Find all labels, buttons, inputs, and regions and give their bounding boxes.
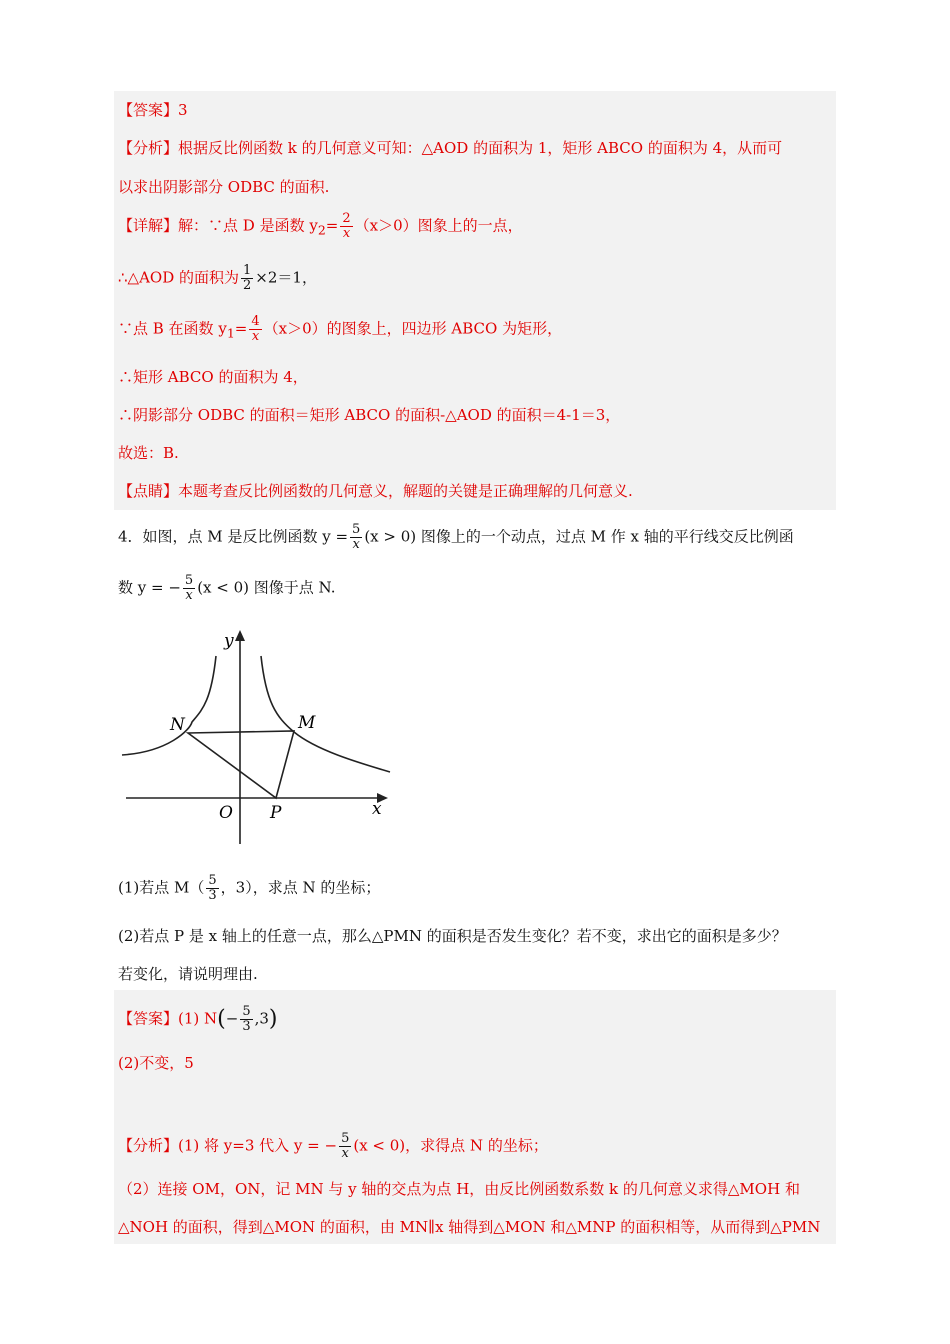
label-o: O bbox=[219, 803, 233, 823]
answer-part-2: (2)不变，5 bbox=[118, 1054, 194, 1072]
question-line-2 bbox=[118, 574, 336, 603]
label-y: y bbox=[224, 631, 234, 651]
subquestion-2-line-1: (2)若点 P 是 x 轴上的任意一点，那么△PMN 的面积是否发生变化？若不变，求出它的面积是多少？ bbox=[118, 927, 787, 945]
fraction bbox=[183, 574, 195, 603]
fraction bbox=[340, 212, 352, 241]
step-2 bbox=[118, 315, 562, 345]
label-p: P bbox=[270, 803, 282, 823]
fraction-denominator: 3 bbox=[242, 1019, 251, 1034]
minus-sign: − bbox=[225, 1009, 239, 1028]
step-3: ∴矩形 ABCO 的面积为 4， bbox=[118, 368, 308, 386]
fraction-numerator: 5 bbox=[341, 1131, 350, 1146]
paren-open: ( bbox=[217, 1006, 226, 1032]
y-axis-arrow bbox=[235, 630, 245, 641]
function-graph bbox=[118, 622, 398, 852]
answer-line-2 bbox=[118, 1005, 278, 1034]
analysis-2-line-2: （2）连接 OM，ON，记 MN 与 y 轴的交点为点 H，由反比例函数系数 k 的几何意义求得△MOH 和 bbox=[118, 1180, 800, 1198]
fraction-numerator: 2 bbox=[342, 211, 351, 226]
answer2-text-b: ,3 bbox=[254, 1009, 269, 1028]
fraction-denominator: 2 bbox=[243, 278, 252, 293]
fraction-numerator: 5 bbox=[242, 1004, 251, 1019]
paren-close: ) bbox=[268, 1006, 278, 1032]
analysis-line-2: 以求出阴影部分 ODBC 的面积. bbox=[118, 178, 330, 196]
q4-text-b: (x > 0) 图像上的一个动点，过点 M 作 x 轴的平行线交反比例函 bbox=[364, 527, 794, 546]
hyperbola-right-branch bbox=[261, 656, 390, 772]
fraction bbox=[206, 874, 218, 903]
detail-text-b: （x＞0）图象上的一点， bbox=[354, 216, 523, 235]
label-x: x bbox=[372, 799, 382, 819]
subquestion-2-line-2: 若变化，请说明理由. bbox=[118, 965, 258, 983]
q4-text-d: (x < 0) 图像于点 N. bbox=[197, 578, 336, 597]
detail-text-a: 【详解】解：∵点 D 是函数 y bbox=[118, 216, 318, 235]
sub1-text-b: ，3），求点 N 的坐标； bbox=[220, 878, 381, 897]
fraction-numerator: 5 bbox=[208, 873, 217, 888]
sub1-text-a: (1)若点 M（ bbox=[118, 878, 205, 897]
answer-line: 【答案】3 bbox=[118, 101, 188, 119]
q4-text-a: 4．如图，点 M 是反比例函数 y = bbox=[118, 527, 349, 546]
fraction bbox=[240, 1005, 252, 1034]
detail-subscript: 2 bbox=[317, 222, 326, 238]
hyperbola-left-branch bbox=[122, 656, 216, 755]
step2-text-a: ∵点 B 在函数 y bbox=[118, 319, 227, 338]
step2-subscript: 1 bbox=[226, 325, 235, 341]
step-4: ∴阴影部分 ODBC 的面积＝矩形 ABCO 的面积-△AOD 的面积＝4-1＝3， bbox=[118, 406, 621, 424]
fraction bbox=[350, 523, 362, 552]
analysis-2-line-3: △NOH 的面积，得到△MON 的面积，由 MN∥x 轴得到△MON 和△MNP 的面积相等，从而得到△PMN bbox=[118, 1218, 821, 1236]
question-line-1 bbox=[118, 523, 794, 552]
fraction-numerator: 5 bbox=[352, 522, 361, 537]
fraction-denominator: 3 bbox=[208, 888, 217, 903]
fraction-denominator: x bbox=[185, 588, 193, 603]
comment-line: 【点睛】本题考查反比例函数的几何意义，解题的关键是正确理解的几何意义. bbox=[118, 482, 633, 500]
fraction bbox=[249, 315, 261, 344]
label-m: M bbox=[298, 713, 316, 733]
fraction-denominator: x bbox=[352, 537, 360, 552]
analysis2-text-b: (x < 0)，求得点 N 的坐标； bbox=[353, 1136, 548, 1155]
detail-line bbox=[118, 212, 523, 242]
label-n: N bbox=[170, 715, 185, 735]
analysis-2-line-1 bbox=[118, 1132, 548, 1161]
fraction bbox=[339, 1132, 351, 1161]
step-5: 故选：B. bbox=[118, 444, 179, 462]
fraction-denominator: x bbox=[251, 329, 260, 344]
step-1 bbox=[118, 264, 317, 293]
fraction-numerator: 1 bbox=[243, 263, 252, 278]
detail-eq: = bbox=[325, 216, 339, 235]
fraction bbox=[241, 264, 253, 293]
subquestion-1 bbox=[118, 874, 380, 903]
q4-text-c: 数 y = − bbox=[118, 578, 181, 597]
step1-text-b: ×2＝1， bbox=[255, 268, 317, 287]
step1-text-a: ∴△AOD 的面积为 bbox=[118, 268, 240, 287]
step2-text-b: （x＞0）的图象上，四边形 ABCO 为矩形， bbox=[263, 319, 563, 338]
triangle-pmn bbox=[188, 731, 294, 798]
answer2-text-a: 【答案】(1) N bbox=[118, 1009, 218, 1028]
analysis2-text-a: 【分析】(1) 将 y=3 代入 y = − bbox=[118, 1136, 338, 1155]
fraction-denominator: x bbox=[341, 1146, 349, 1161]
fraction-numerator: 4 bbox=[251, 314, 260, 329]
fraction-denominator: x bbox=[342, 226, 351, 241]
analysis-line-1: 【分析】根据反比例函数 k 的几何意义可知：△AOD 的面积为 1，矩形 ABCO 的面积为 4，从而可 bbox=[118, 139, 783, 157]
step2-eq: = bbox=[234, 319, 248, 338]
fraction-numerator: 5 bbox=[184, 573, 194, 588]
